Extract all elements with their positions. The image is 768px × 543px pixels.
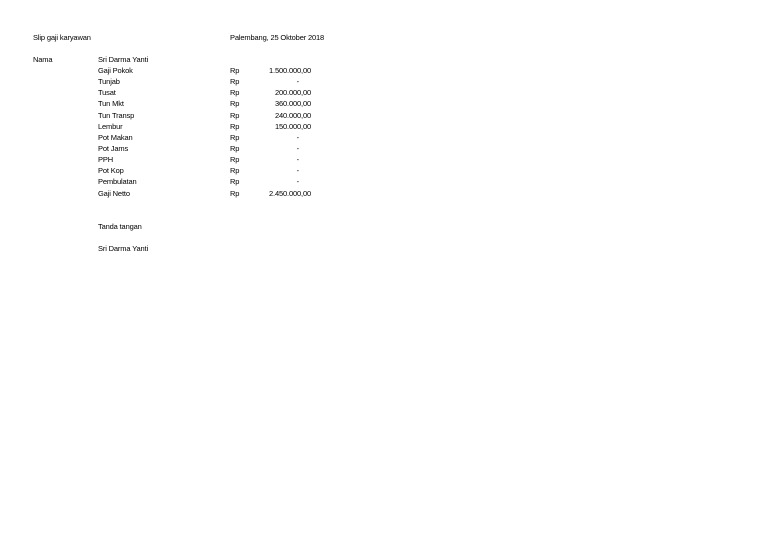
salary-row-pph <box>0 155 768 166</box>
row-amount: 360.000,00 <box>274 99 311 109</box>
employee-name-label: Nama <box>33 55 53 64</box>
row-label: Pot Jams <box>98 143 129 153</box>
row-amount: 240.000,00 <box>274 110 311 120</box>
row-currency: Rp <box>230 166 240 176</box>
row-currency: Rp <box>230 66 240 75</box>
salary-row-tun-transp <box>0 111 768 122</box>
row-currency: Rp <box>230 132 240 142</box>
row-amount: 200.000,00 <box>274 88 311 98</box>
row-label: Pot Makan <box>98 132 133 142</box>
salary-row-pot-kop <box>0 166 768 177</box>
row-label: PPH <box>98 155 113 165</box>
row-currency: Rp <box>230 99 240 109</box>
row-label: Tunjab <box>98 77 120 87</box>
row-label: Pembulatan <box>98 177 137 187</box>
row-label: Tun Transp <box>98 110 135 120</box>
row-currency: Rp <box>230 121 240 131</box>
salary-row-gaji-pokok <box>0 66 768 77</box>
row-currency: Rp <box>230 77 240 87</box>
row-label: Tun Mkt <box>98 99 124 109</box>
slip-date: Palembang, 25 Oktober 2018 <box>230 33 325 42</box>
row-currency: Rp <box>230 88 240 98</box>
row-amount: - <box>296 166 299 176</box>
employee-name-value: Sri Darma Yanti <box>98 55 148 64</box>
row-label: Pot Kop <box>98 166 124 176</box>
row-currency: Rp <box>230 143 240 153</box>
salary-row-lembur <box>0 122 768 133</box>
row-currency: Rp <box>230 188 240 198</box>
salary-row-pot-jams <box>0 144 768 155</box>
row-amount: - <box>296 77 299 87</box>
row-amount: - <box>296 143 299 153</box>
row-amount: 150.000,00 <box>274 121 311 131</box>
row-currency: Rp <box>230 155 240 165</box>
row-amount: 2.450.000,00 <box>269 188 311 198</box>
row-amount: 1.500.000,00 <box>269 66 311 75</box>
row-label: Lembur <box>98 121 123 131</box>
salary-row-pembulatan <box>0 177 768 188</box>
salary-items-list <box>0 66 768 200</box>
signature-name: Sri Darma Yanti <box>98 244 148 253</box>
signature-label: Tanda tangan <box>98 222 142 231</box>
slip-title: Slip gaji karyawan <box>33 33 91 42</box>
salary-row-tusat <box>0 88 768 99</box>
row-amount: - <box>296 177 299 187</box>
salary-row-tunjab <box>0 77 768 88</box>
row-currency: Rp <box>230 177 240 187</box>
salary-row-tun-mkt <box>0 99 768 110</box>
row-label: Gaji Pokok <box>98 66 133 75</box>
row-currency: Rp <box>230 110 240 120</box>
row-amount: - <box>296 155 299 165</box>
row-amount: - <box>296 132 299 142</box>
salary-row-gaji-netto <box>0 189 768 200</box>
salary-row-pot-makan <box>0 133 768 144</box>
row-label: Gaji Netto <box>98 188 130 198</box>
row-label: Tusat <box>98 88 116 98</box>
